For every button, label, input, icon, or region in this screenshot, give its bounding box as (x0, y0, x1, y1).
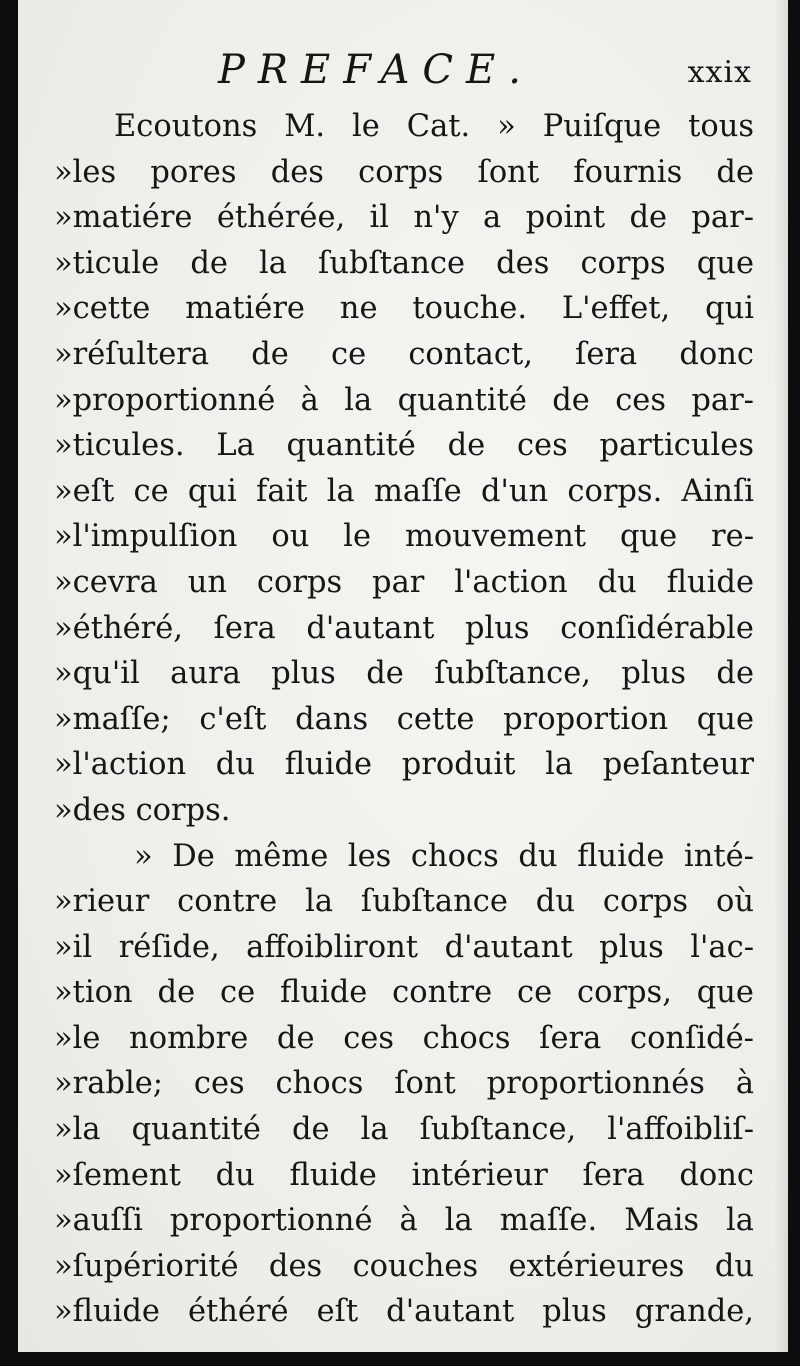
text-line: »cevra un corps par l'action du fluide (54, 564, 754, 600)
page-edge-shadow (774, 0, 788, 1352)
text-line: »ſupériorité des couches extérieures du (54, 1248, 754, 1284)
text-line: »tion de ce fluide contre ce corps, que (54, 975, 754, 1011)
text-line: »rieur contre la ſubſtance du corps où (54, 884, 754, 920)
text-line: »la quantité de la ſubſtance, l'affoibliſ- (54, 1112, 754, 1148)
running-title: PREFACE. (218, 47, 534, 93)
text-line: »cette matiére ne touche. L'effet, qui (54, 291, 754, 327)
text-line: »il réſide, affoibliront d'autant plus l'ac- (54, 929, 754, 965)
text-line: »ticules. La quantité de ces particules (54, 428, 754, 464)
text-line: »des corps. (54, 792, 231, 828)
text-line: »fluide éthéré eſt d'autant plus grande, (54, 1294, 754, 1330)
text-line: »les pores des corps ſont fournis de (54, 154, 754, 190)
text-line: »l'action du fluide produit la peſanteur (54, 747, 754, 783)
text-line: Ecoutons M. le Cat. » Puiſque tous (114, 109, 754, 144)
text-line: »ſement du fluide intérieur ſera donc (54, 1157, 754, 1193)
text-line: »qu'il aura plus de ſubſtance, plus de (54, 656, 754, 692)
body-text (54, 104, 754, 1335)
page-header (18, 42, 788, 98)
text-line: »le nombre de ces chocs ſera conſidé- (54, 1020, 754, 1056)
text-line: »proportionné à la quantité de ces par- (54, 382, 754, 418)
text-line: »l'impulſion ou le mouvement que re- (54, 519, 754, 555)
page-number: xxix (687, 55, 752, 90)
text-line: »ticule de la ſubſtance des corps que (54, 245, 754, 281)
text-line: » De même les chocs du fluide inté- (134, 838, 754, 874)
text-line: »éthéré, ſera d'autant plus conſidérable (54, 610, 754, 646)
text-line: »matiére éthérée, il n'y a point de par- (54, 200, 754, 236)
text-line: »eſt ce qui fait la maſſe d'un corps. Ainſi (54, 473, 754, 509)
text-line: »auſſi proportionné à la maſſe. Mais la (54, 1203, 754, 1239)
book-page (18, 0, 788, 1352)
text-line: »rable; ces chocs ſont proportionnés à (54, 1066, 754, 1102)
text-line: »réſultera de ce contact, ſera donc (54, 336, 754, 372)
text-line: »maſſe; c'eſt dans cette proportion que (54, 701, 754, 737)
